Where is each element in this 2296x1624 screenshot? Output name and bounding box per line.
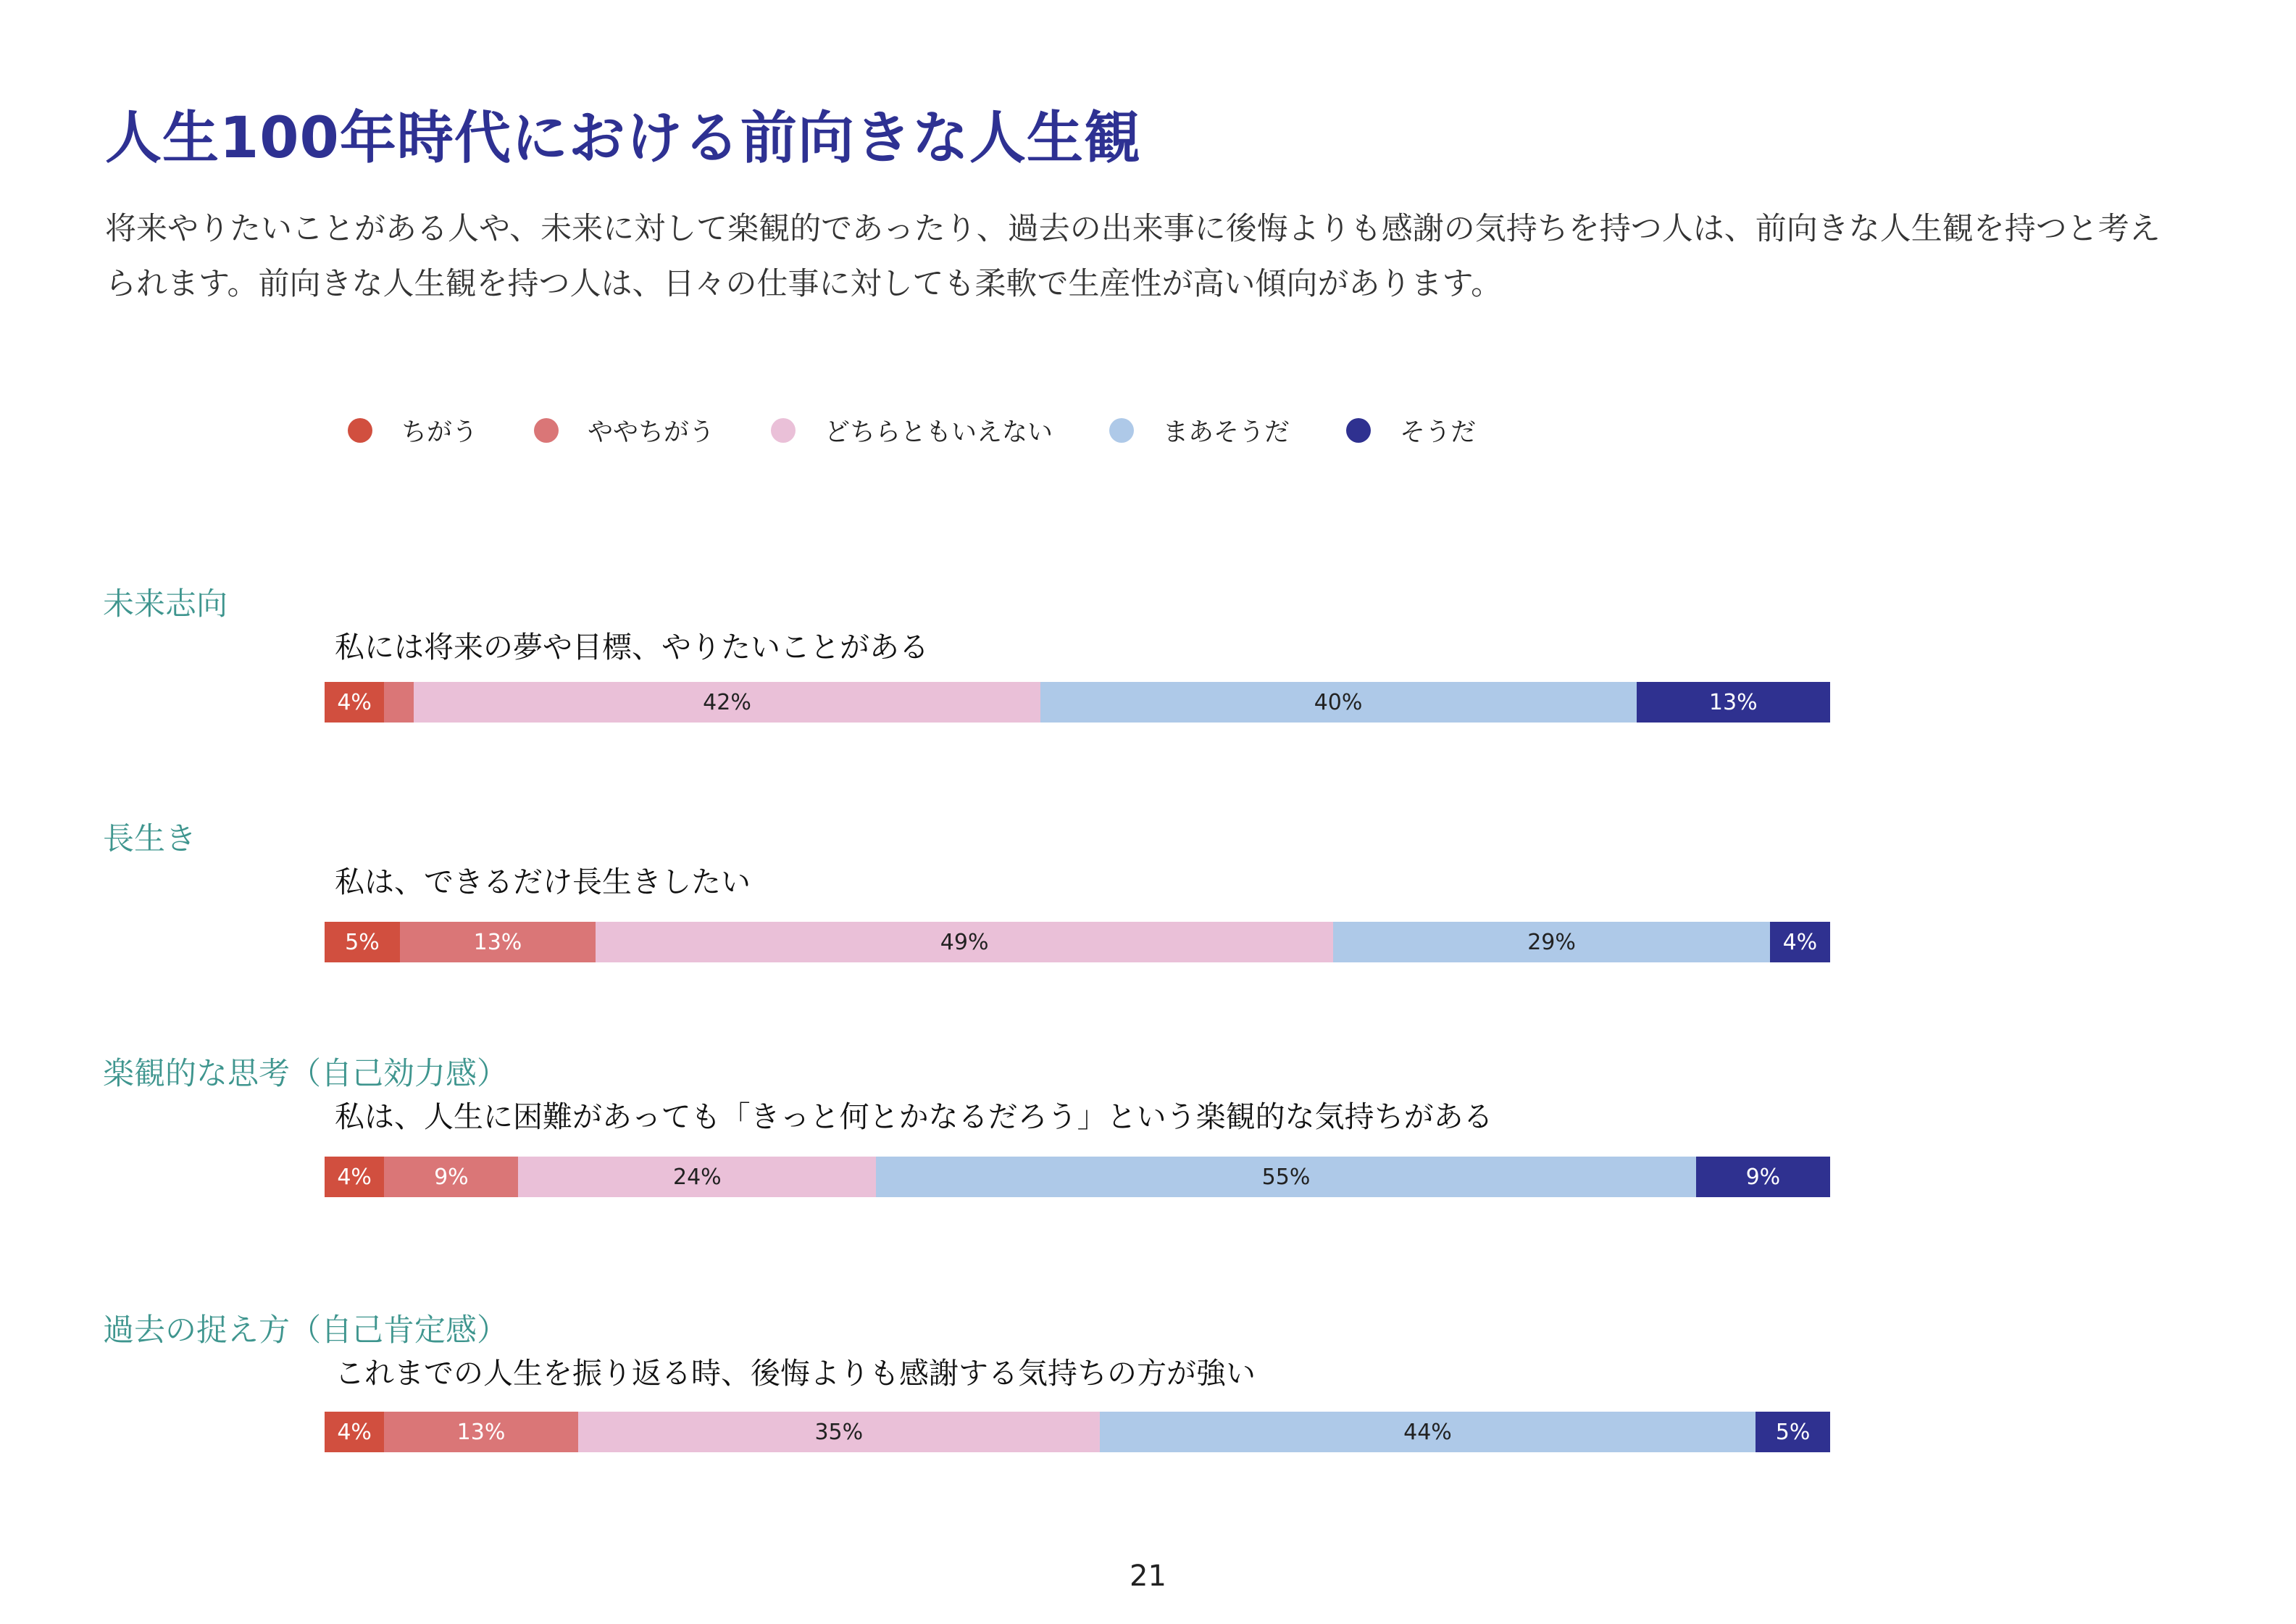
bar-segment: [876, 1157, 1696, 1197]
bar-segment: [1040, 682, 1637, 723]
intro-line-1: 将来やりたいことがある人や、未来に対して楽観的であったり、過去の出来事に後悔よりも感謝の気持ちを持つ人は、前向きな人生観を持つと考え: [105, 211, 2161, 247]
data-label: 49%: [940, 929, 989, 955]
data-label: 35%: [814, 1419, 864, 1445]
stacked-bar: [325, 1412, 1830, 1452]
data-label: 4%: [337, 1419, 372, 1445]
legend-swatch: [534, 418, 559, 443]
stacked-bar: [325, 682, 1830, 723]
stacked-bar: [325, 922, 1830, 962]
legend-item: [348, 412, 477, 449]
chart-legend: [348, 412, 1532, 449]
data-label: 44%: [1403, 1419, 1452, 1445]
intro-line-2: られます。前向きな人生観を持つ人は、日々の仕事に対しても柔軟で生産性が高い傾向があります。: [105, 266, 1503, 302]
data-label: 55%: [1261, 1164, 1311, 1190]
bar-segment: [1770, 922, 1830, 962]
data-label: 9%: [434, 1164, 469, 1190]
data-label: 4%: [1782, 929, 1818, 955]
bar-segment: [384, 682, 414, 723]
bar-segment: [325, 922, 400, 962]
question-label: 私は、人生に困難があっても「きっと何とかなるだろう」という楽観的な気持ちがある: [335, 1099, 1493, 1134]
page-title: 人生100年時代における前向きな人生観: [105, 106, 1141, 171]
legend-label: ちがう: [401, 418, 478, 447]
legend-swatch: [348, 418, 372, 443]
legend-label: ややちがう: [588, 418, 715, 447]
legend-label: まあそうだ: [1163, 418, 1290, 447]
question-label: 私は、できるだけ長生きしたい: [335, 865, 751, 899]
bar-segment: [1696, 1157, 1830, 1197]
page-number: 21: [1130, 1560, 1166, 1593]
question-label: 私には将来の夢や目標、やりたいことがある: [335, 630, 929, 665]
legend-swatch: [771, 418, 796, 443]
data-label: 42%: [703, 689, 751, 715]
legend-swatch: [1109, 418, 1134, 443]
intro-text: [105, 201, 2199, 312]
data-label: 13%: [473, 929, 522, 955]
bar-segment: [578, 1412, 1100, 1452]
data-label: 24%: [673, 1164, 722, 1190]
section-title: 未来志向: [103, 586, 227, 622]
bar-segment: [1756, 1412, 1830, 1452]
bar-segment: [1100, 1412, 1756, 1452]
section-title: 長生き: [103, 821, 196, 857]
data-label: 5%: [345, 929, 380, 955]
bar-segment: [384, 1157, 518, 1197]
legend-label: どちらともいえない: [825, 418, 1053, 447]
stacked-bar: [325, 1157, 1830, 1197]
section-title: 楽観的な思考（自己効力感）: [103, 1056, 508, 1092]
legend-swatch: [1346, 418, 1371, 443]
legend-item: [1346, 412, 1476, 449]
bar-segment: [400, 922, 596, 962]
bar-segment: [325, 1157, 384, 1197]
legend-label: そうだ: [1400, 418, 1477, 447]
question-label: これまでの人生を振り返る時、後悔よりも感謝する気持ちの方が強い: [335, 1356, 1256, 1391]
data-label: 13%: [1708, 689, 1758, 715]
data-label: 40%: [1314, 689, 1363, 715]
bar-segment: [414, 682, 1040, 723]
bar-segment: [1333, 922, 1770, 962]
data-label: 5%: [1775, 1419, 1811, 1445]
data-label: 4%: [337, 689, 372, 715]
data-label: 13%: [456, 1419, 506, 1445]
data-label: 9%: [1745, 1164, 1781, 1190]
bar-segment: [1637, 682, 1830, 723]
data-label: 29%: [1527, 929, 1576, 955]
bar-segment: [596, 922, 1333, 962]
data-label: 4%: [337, 1164, 372, 1190]
legend-item: [771, 412, 1053, 449]
bar-segment: [384, 1412, 577, 1452]
legend-item: [1109, 412, 1290, 449]
bar-segment: [325, 682, 384, 723]
bar-segment: [518, 1157, 876, 1197]
section-title: 過去の捉え方（自己肯定感）: [103, 1312, 508, 1349]
bar-segment: [325, 1412, 384, 1452]
legend-item: [534, 412, 714, 449]
